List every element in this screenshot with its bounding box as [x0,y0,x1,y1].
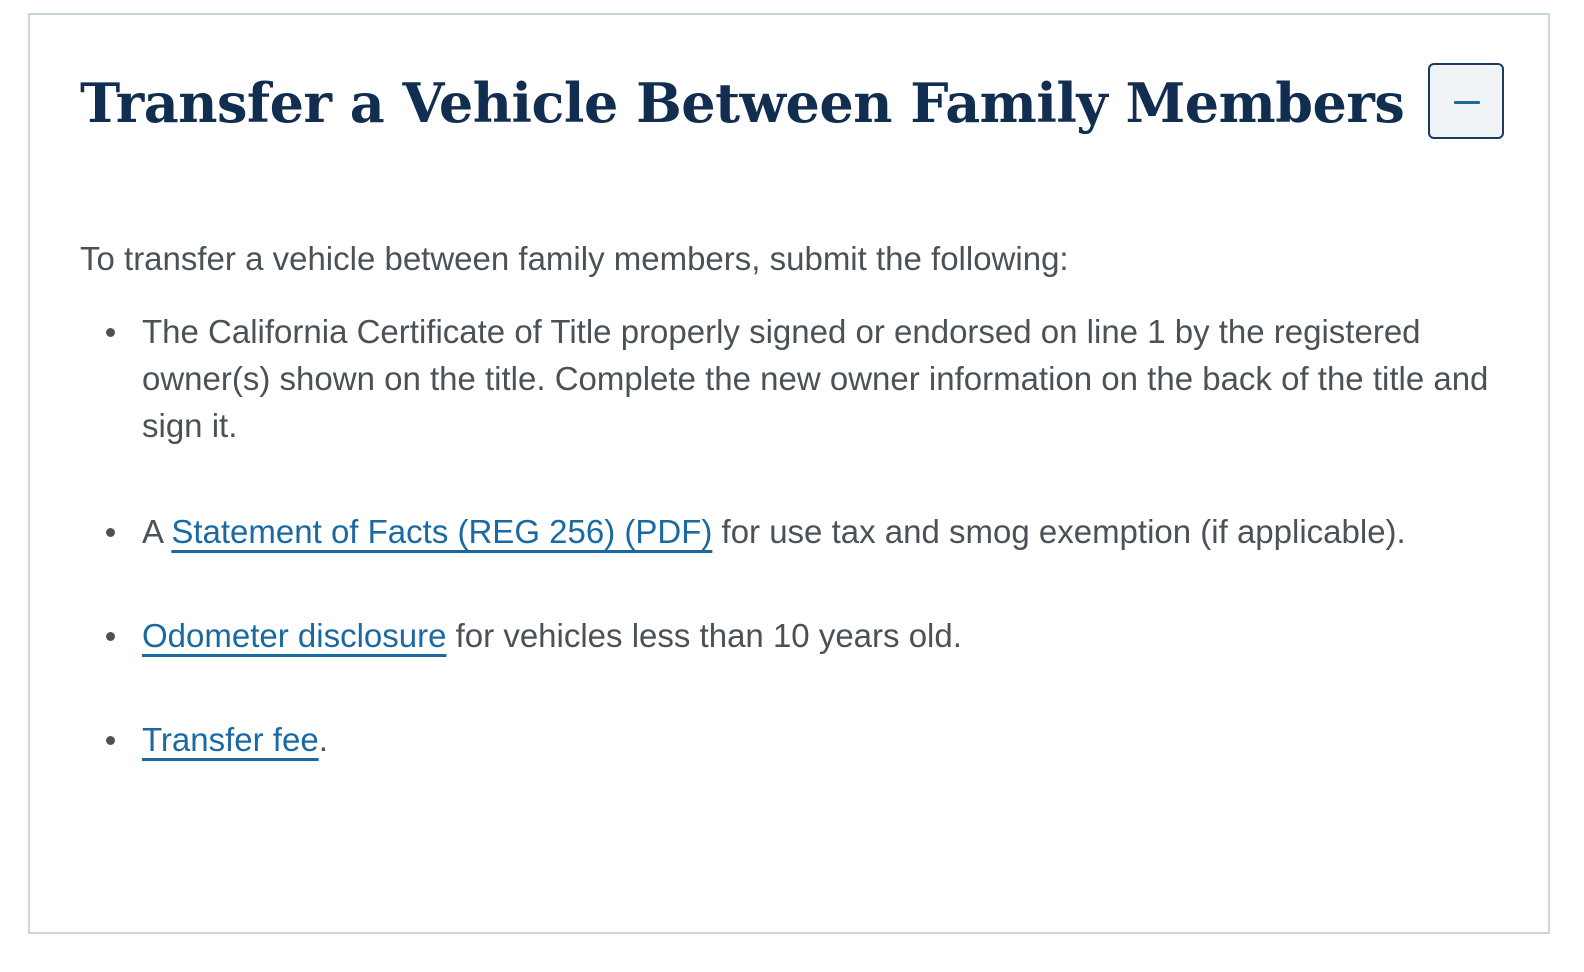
list-item-text: The California Certificate of Title properly signed or endorsed on line 1 by the registered owner(s) shown on the title. Complete the new owner information on the back of the title and sign it. [142,313,1489,444]
list-item-odometer-disclosure [80,612,1510,659]
accordion-content [80,235,1510,820]
statement-of-facts-link[interactable]: Statement of Facts (REG 256) (PDF) [171,513,713,550]
collapse-button[interactable] [1428,63,1504,139]
list-item-prefix: A [142,513,172,550]
odometer-disclosure-link[interactable]: Odometer disclosure [142,617,447,654]
minus-icon [1454,101,1480,104]
list-item-suffix: for use tax and smog exemption (if applicable). [712,513,1406,550]
intro-text: To transfer a vehicle between family members, submit the following: [80,240,1069,277]
list-item-statement-of-facts [80,508,1510,555]
list-item-certificate-of-title [80,308,1510,449]
list-item-transfer-fee [80,716,1510,763]
list-item-suffix: . [318,721,328,758]
requirements-list [80,308,1510,763]
accordion-panel [28,13,1550,934]
list-item-suffix: for vehicles less than 10 years old. [446,617,962,654]
accordion-title[interactable]: Transfer a Vehicle Between Family Members [80,71,1405,135]
transfer-fee-link[interactable]: Transfer fee [142,721,319,758]
